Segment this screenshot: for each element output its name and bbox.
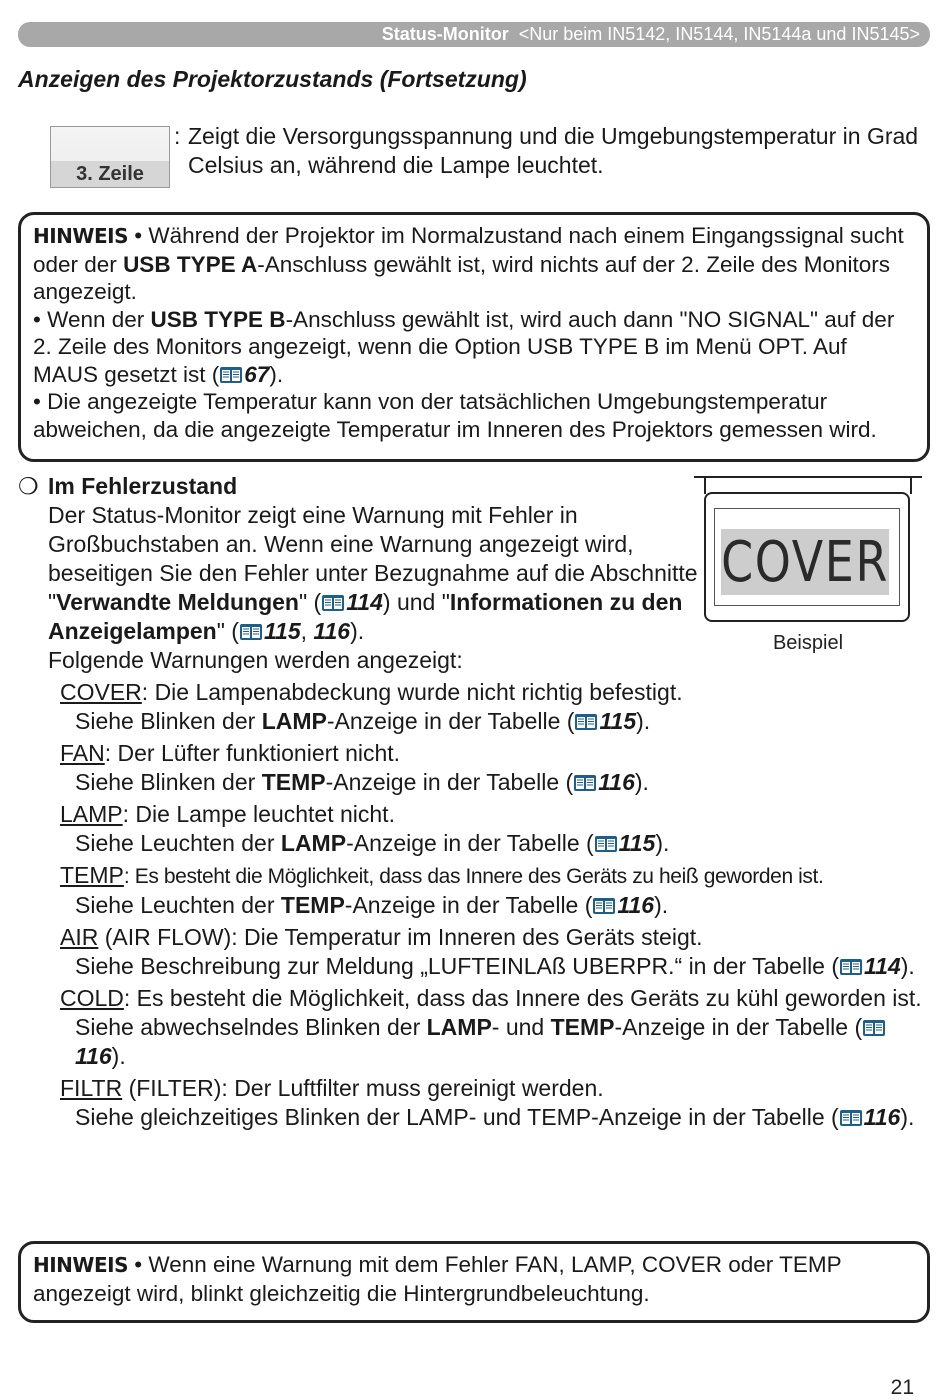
- note-text: • Wenn der: [33, 306, 151, 332]
- bold-text: LAMP: [280, 830, 347, 856]
- warning-code: AIR: [60, 924, 99, 950]
- warning-item: [60, 923, 930, 981]
- circle-bullet-icon: ❍: [18, 473, 39, 499]
- note-text: • Wenn eine Warnung mit dem Fehler FAN, LAMP, COVER oder TEMP angezeigt wird, blinkt gleichzeitig die Hintergrundbeleuchtung.: [33, 1252, 842, 1306]
- text: ).: [111, 1043, 126, 1069]
- text: ).: [350, 618, 365, 644]
- text: " (: [216, 618, 239, 644]
- book-icon: [839, 958, 863, 976]
- note-bold: USB TYPE B: [150, 306, 286, 332]
- text: Folgende Warnungen werden angezeigt:: [48, 647, 463, 673]
- warning-code: LAMP: [60, 801, 123, 827]
- text: -Anzeige in der Tabelle (: [614, 1014, 863, 1040]
- bold-text: TEMP: [261, 769, 326, 795]
- book-icon: [592, 897, 616, 915]
- monitor-line-box: [50, 126, 170, 188]
- page-ref-link[interactable]: 115: [599, 708, 637, 734]
- text: -Anzeige in der Tabelle (: [344, 892, 593, 918]
- warning-desc: : Es besteht die Möglichkeit, dass das Innere des Geräts zu kühl geworden ist.: [123, 985, 922, 1011]
- book-icon: [862, 1019, 886, 1037]
- text: ).: [654, 892, 669, 918]
- error-state-text: [18, 501, 698, 675]
- text: - und: [491, 1014, 551, 1040]
- text: -Anzeige in der Tabelle (: [326, 708, 575, 734]
- note-box-1: [18, 212, 930, 462]
- text: ) und ": [382, 589, 450, 615]
- warning-item: [60, 1074, 930, 1132]
- text: " (: [299, 589, 322, 615]
- warning-list: [60, 678, 930, 1135]
- warning-code: TEMP: [60, 862, 124, 888]
- note-text: ).: [269, 361, 284, 387]
- book-icon: [573, 774, 597, 792]
- warning-desc: (AIR FLOW): Die Temperatur im Inneren des Geräts steigt.: [98, 924, 703, 950]
- warning-code: COLD: [60, 985, 124, 1011]
- warning-item: [60, 678, 930, 736]
- bold-text: Informationen zu den Anzeigelampen: [48, 589, 683, 644]
- text: ).: [900, 1104, 915, 1130]
- warning-desc: : Es besteht die Möglichkeit, dass das Innere des Geräts zu heiß geworden ist.: [123, 865, 824, 888]
- header-bar: [18, 22, 930, 47]
- page-ref-link[interactable]: 116: [617, 892, 655, 918]
- warning-desc: : Der Lüfter funktioniert nicht.: [104, 740, 401, 766]
- display-frame: [704, 492, 910, 622]
- page-ref-link[interactable]: 116: [75, 1043, 112, 1069]
- note-text: -Anschluss gewählt ist, wird auch dann "NO SIGNAL" auf der 2. Zeile des Monitors angezeigt, wenn die Option USB TYPE B im Menü OPT. Auf MAUS gesetzt ist (: [33, 306, 895, 387]
- display-lcd-text: COVER: [721, 530, 890, 595]
- text: ,: [300, 618, 314, 644]
- text: -Anzeige in der Tabelle (: [325, 769, 574, 795]
- text: Siehe gleichzeitiges Blinken der LAMP- und TEMP-Anzeige in der Tabelle (: [75, 1104, 839, 1130]
- text: Siehe Blinken der: [75, 708, 262, 734]
- page-ref-link[interactable]: 116: [313, 618, 351, 644]
- warning-code: COVER: [60, 679, 142, 705]
- bold-text: Verwandte Meldungen: [56, 589, 299, 615]
- monitor-line-text: Zeigt die Versorgungsspannung und die Umgebungstemperatur in Grad Celsius an, während die Lampe leuchtet.: [188, 123, 919, 178]
- page-ref-link[interactable]: 116: [598, 769, 635, 795]
- book-icon: [239, 623, 263, 641]
- page-ref-link[interactable]: 114: [864, 953, 901, 979]
- text: ).: [634, 769, 649, 795]
- warning-item: [60, 861, 930, 920]
- header-title: Status-Monitor: [381, 24, 509, 44]
- book-icon: [321, 594, 345, 612]
- warning-item: [60, 800, 930, 858]
- page-ref-link[interactable]: 116: [863, 1104, 901, 1130]
- book-icon: [594, 835, 618, 853]
- warning-desc: : Die Lampe leuchtet nicht.: [122, 801, 395, 827]
- note-text: -Anschluss gewählt ist, wird nichts auf der 2. Zeile des Monitors angezeigt.: [33, 251, 891, 304]
- section-title: Anzeigen des Projektorzustands (Fortsetzung): [18, 66, 527, 92]
- note-text: • Die angezeigte Temperatur kann von der tatsächlichen Umgebungstemperatur abweichen, da die angezeigte Temperatur im Inneren des Projektors gemessen wird.: [33, 389, 877, 442]
- book-icon: [219, 366, 243, 384]
- book-icon: [574, 713, 598, 731]
- note-text: • Während der Projektor im Normalzustand nach einem Eingangssignal sucht oder der: [33, 223, 904, 277]
- text: ).: [636, 708, 651, 734]
- header-subtitle: <Nur beim IN5142, IN5144, IN5144a und IN5145>: [518, 24, 920, 44]
- bold-text: LAMP: [426, 1014, 492, 1040]
- page-ref-link[interactable]: 114: [346, 589, 383, 615]
- book-icon: [839, 1109, 863, 1127]
- display-screen: [714, 508, 900, 606]
- note-label: HINWEIS: [33, 1253, 128, 1277]
- text: Siehe Beschreibung zur Meldung „LUFTEINLAß UBERPR.“ in der Tabelle (: [75, 953, 840, 979]
- text: Siehe Leuchten der: [75, 830, 281, 856]
- text: Siehe Blinken der: [75, 769, 262, 795]
- example-caption: Beispiel: [772, 632, 844, 654]
- page-ref-link[interactable]: 67: [244, 361, 270, 387]
- error-state-section: [18, 472, 698, 675]
- text: ).: [655, 830, 670, 856]
- text: Der Status-Monitor zeigt eine Warnung mit Fehler in Großbuchstaben an. Wenn eine Warnung angezeigt wird, beseitigen Sie den Fehler unter Bezugnahme auf die Abschnitte ": [48, 502, 698, 615]
- warning-item: [60, 739, 930, 797]
- colon: :: [174, 123, 181, 149]
- note-bold: USB TYPE A: [123, 251, 258, 277]
- text: Siehe abwechselndes Blinken der: [75, 1014, 427, 1040]
- warning-desc: (FILTER): Der Luftfilter muss gereinigt werden.: [122, 1075, 604, 1101]
- warning-code: FAN: [60, 740, 105, 766]
- text: Siehe Leuchten der: [75, 892, 281, 918]
- example-display: [694, 476, 922, 656]
- bold-text: TEMP: [280, 892, 345, 918]
- bold-text: TEMP: [550, 1014, 615, 1040]
- warning-item: [60, 984, 930, 1071]
- page-ref-link[interactable]: 115: [263, 618, 301, 644]
- warning-desc: : Die Lampenabdeckung wurde nicht richtig befestigt.: [141, 679, 683, 705]
- bold-text: LAMP: [261, 708, 327, 734]
- error-state-title: Im Fehlerzustand: [48, 473, 238, 499]
- note-box-2: [18, 1241, 930, 1323]
- monitor-line-label: 3. Zeile: [51, 161, 169, 187]
- text: ).: [900, 953, 915, 979]
- warning-code: FILTR: [60, 1075, 123, 1101]
- note-label: HINWEIS: [33, 224, 128, 248]
- page-number: 21: [890, 1376, 914, 1399]
- monitor-line-description: [174, 122, 930, 180]
- text: -Anzeige in der Tabelle (: [346, 830, 594, 856]
- page-ref-link[interactable]: 115: [618, 830, 656, 856]
